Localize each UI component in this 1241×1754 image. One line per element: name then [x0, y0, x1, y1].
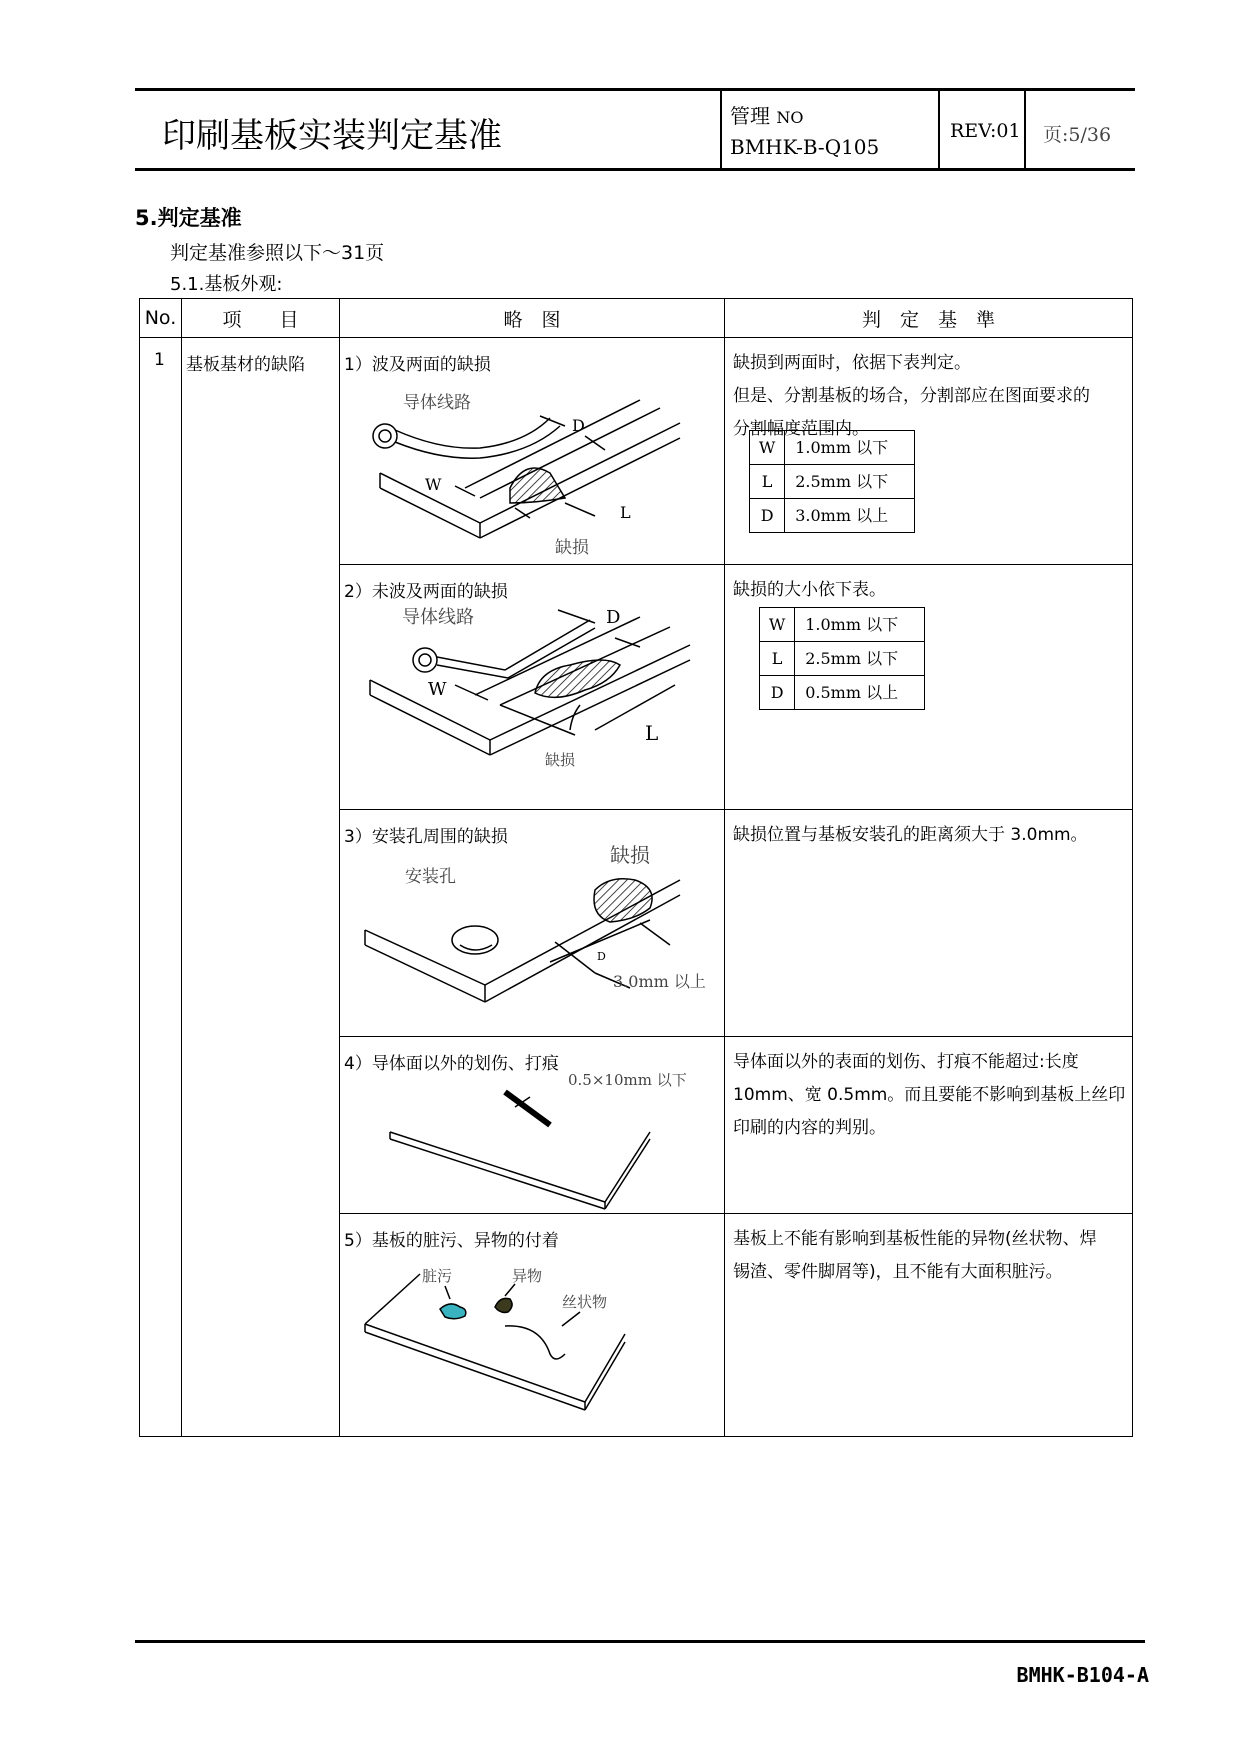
- dimension-row: [750, 499, 915, 533]
- table-header-row: [140, 299, 1133, 338]
- dimension-row: [760, 642, 925, 676]
- criteria-line: 缺损的大小依下表。: [733, 580, 886, 600]
- footer-rule: [135, 1640, 1145, 1643]
- dim-key: W: [750, 431, 785, 465]
- dim-value: 0.5mm 以上: [795, 676, 925, 710]
- figure-caption: 1）波及两面的缺损: [344, 355, 491, 375]
- header-figure: 略 图: [340, 299, 725, 338]
- management-label: 管理 NO: [730, 104, 804, 128]
- dimension-table-clip: [749, 430, 915, 525]
- item-number: 1: [140, 338, 182, 1437]
- dim-value: 1.0mm 以下: [795, 608, 925, 642]
- w-label: W: [425, 475, 442, 494]
- figure-cell: [340, 565, 725, 810]
- d-label: D: [606, 607, 621, 628]
- criteria-line: 导体面以外的表面的划伤、打痕不能超过:长度: [733, 1052, 1079, 1072]
- dim-key: D: [750, 499, 785, 533]
- dimension-row: [760, 608, 925, 642]
- dim-value: 2.5mm 以下: [795, 642, 925, 676]
- revision: REV:01: [950, 120, 1021, 142]
- d-label: D: [597, 950, 606, 963]
- dim-key: W: [760, 608, 795, 642]
- l-label: L: [645, 721, 659, 745]
- foreign-label: 异物: [512, 1267, 543, 1285]
- dim-value: 3.0mm 以上: [785, 499, 915, 533]
- section-note: 判定基准参照以下～31页: [170, 242, 385, 264]
- dirt-foreign-matter-diagram: [340, 1214, 725, 1436]
- distance-label: 3.0mm 以上: [613, 972, 706, 991]
- dimension-row: [750, 465, 915, 499]
- header-criteria: 判 定 基 準: [725, 299, 1133, 338]
- figure-cell: [340, 1214, 725, 1437]
- size-label: 0.5×10mm 以下: [568, 1071, 687, 1089]
- defect-label: 缺损: [545, 751, 576, 769]
- figure-caption: 5）基板的脏污、异物的付着: [344, 1231, 559, 1251]
- header-bottom-rule: [135, 168, 1135, 171]
- criteria-cell: [725, 565, 1133, 810]
- dim-key: L: [760, 642, 795, 676]
- figure-cell: [340, 1037, 725, 1214]
- dim-value: 1.0mm 以下: [785, 431, 915, 465]
- figure-caption: 2）未波及两面的缺损: [344, 582, 508, 602]
- line-label: 导体线路: [402, 607, 474, 628]
- criteria-line: 基板上不能有影响到基板性能的异物(丝状物、焊: [733, 1229, 1097, 1249]
- criteria-line: 缺损位置与基板安装孔的距离须大于 3.0mm。: [733, 825, 1088, 845]
- header-divider: [938, 88, 940, 170]
- figure-cell: [340, 338, 725, 565]
- item-name: 基板基材的缺陷: [182, 338, 340, 1437]
- criteria-table: [139, 298, 1133, 1437]
- criteria-cell: [725, 338, 1133, 565]
- dirt-label: 脏污: [422, 1267, 453, 1285]
- header-item: 项 目: [182, 299, 340, 338]
- defect-label: 缺损: [555, 538, 589, 558]
- form-code: BMHK-B104-A: [1016, 1663, 1149, 1687]
- d-label: D: [572, 416, 585, 435]
- management-code: BMHK-B-Q105: [730, 135, 880, 159]
- page-number: 页:5/36: [1043, 124, 1112, 146]
- fiber-label: 丝状物: [562, 1293, 608, 1311]
- figure-caption: 3）安装孔周围的缺损: [344, 827, 508, 847]
- section-subtitle: 5.1.基板外观:: [170, 274, 283, 295]
- criteria-cell: [725, 810, 1133, 1037]
- figure-caption: 4）导体面以外的划伤、打痕: [344, 1054, 559, 1074]
- figure-cell: [340, 810, 725, 1037]
- dim-key: L: [750, 465, 785, 499]
- header-divider: [720, 88, 722, 170]
- dimension-table: [759, 607, 925, 710]
- dim-key: D: [760, 676, 795, 710]
- w-label: W: [428, 679, 447, 700]
- section-title: 5.判定基准: [135, 206, 242, 230]
- criteria-line: 10mm、宽 0.5mm。而且要能不影响到基板上丝印: [733, 1085, 1126, 1105]
- criteria-line: 分割幅度范围内。: [733, 419, 869, 439]
- criteria-line: 印刷的内容的判别。: [733, 1118, 886, 1138]
- dimension-row: [760, 676, 925, 710]
- dimension-table: [749, 430, 915, 533]
- hole-label: 安装孔: [405, 867, 456, 887]
- defect-label: 缺损: [610, 843, 650, 867]
- dimension-table-clip: [759, 607, 925, 702]
- criteria-line: 缺损到两面时，依据下表判定。: [733, 353, 971, 373]
- criteria-cell: [725, 1214, 1133, 1437]
- line-label: 导体线路: [403, 393, 471, 413]
- dim-value: 2.5mm 以下: [785, 465, 915, 499]
- header-top-rule: [135, 88, 1135, 91]
- both-sides-defect-diagram: [340, 338, 725, 564]
- table-row: [140, 338, 1133, 565]
- criteria-line: 但是、分割基板的场合，分割部应在图面要求的: [733, 386, 1090, 406]
- scratch-diagram: [340, 1037, 725, 1213]
- document-title: 印刷基板实装判定基准: [162, 116, 502, 156]
- l-label: L: [620, 503, 631, 522]
- single-side-defect-diagram: [340, 565, 725, 809]
- dimension-row: [750, 431, 915, 465]
- criteria-line: 锡渣、零件脚屑等)，且不能有大面积脏污。: [733, 1262, 1063, 1282]
- header-no: No.: [140, 299, 182, 338]
- mounting-hole-defect-diagram: [340, 810, 725, 1036]
- header-divider: [1024, 88, 1026, 170]
- criteria-cell: [725, 1037, 1133, 1214]
